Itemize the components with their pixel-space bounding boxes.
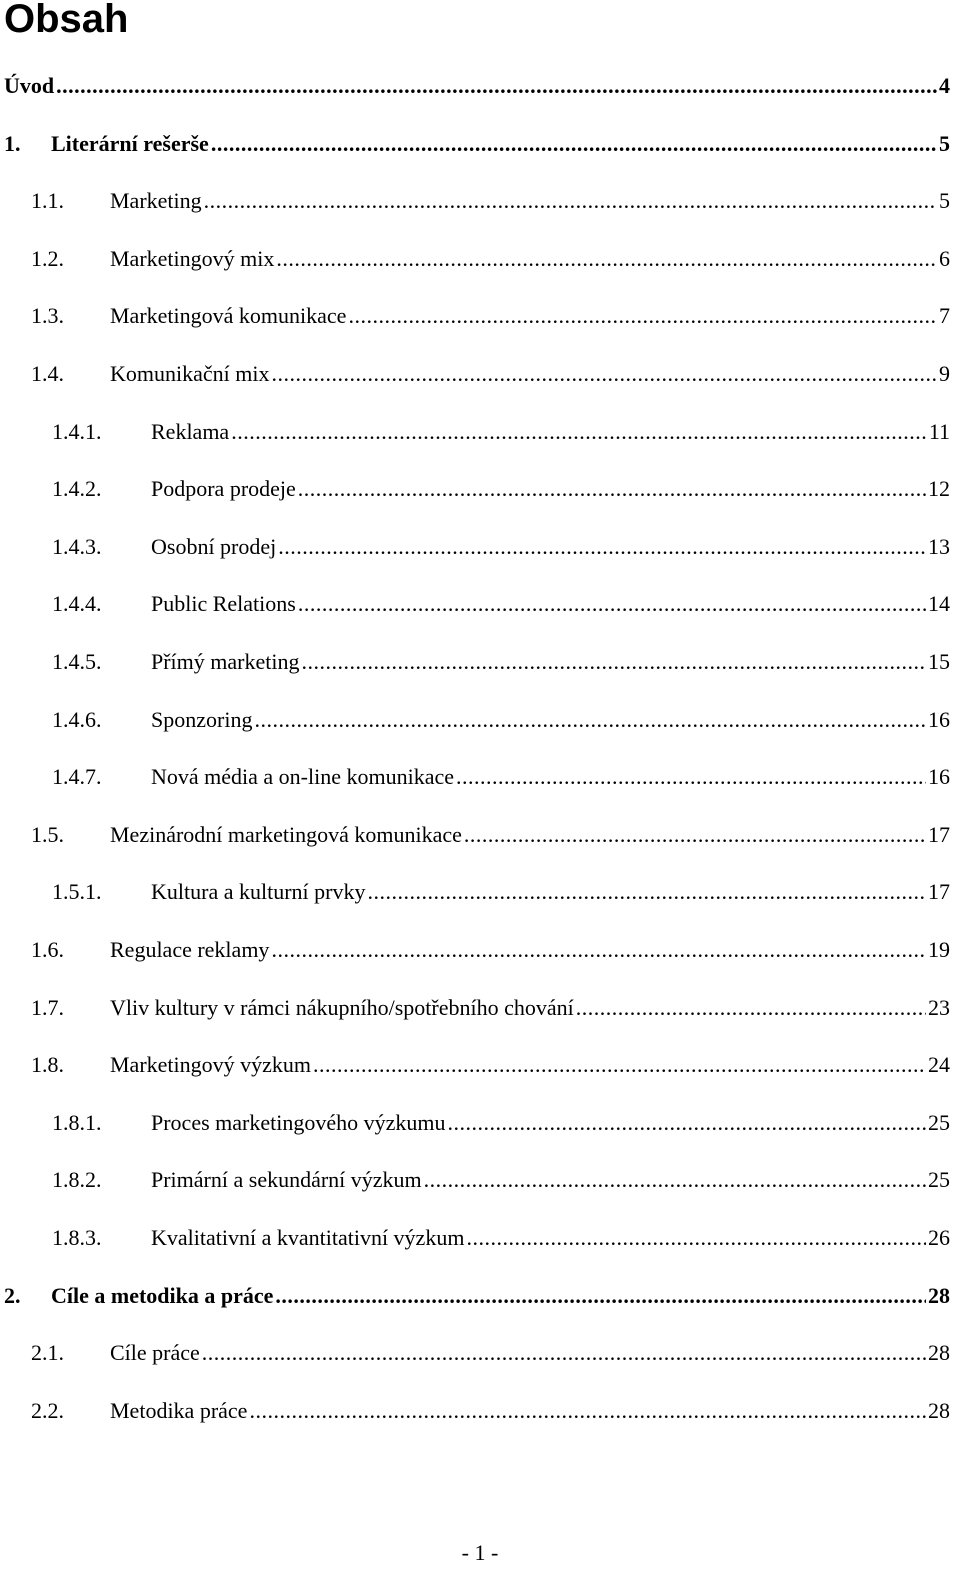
toc-entry-number: 1.2. <box>31 245 64 271</box>
toc-entry-title: Reklama <box>151 418 230 444</box>
toc-entry[interactable] <box>0 72 950 100</box>
dot-leader <box>249 1397 926 1425</box>
toc-entry-title: Vliv kultury v rámci nákupního/spotřebního chování <box>110 994 574 1020</box>
dot-leader <box>466 1224 926 1252</box>
toc-entry-title: Marketingový výzkum <box>110 1052 312 1078</box>
toc-entry-page: 26 <box>928 1225 950 1250</box>
toc-entry-number: 1.1. <box>31 188 64 214</box>
toc-entry-title: Podpora prodeje <box>151 476 296 502</box>
toc-entry-title: Nová média a on-line komunikace <box>151 764 455 790</box>
toc-entry[interactable] <box>0 533 950 561</box>
toc-entry-title: Úvod <box>4 73 55 98</box>
toc-entry-title: Komunikační mix <box>110 361 270 386</box>
toc-entry-number: 1.7. <box>31 994 64 1020</box>
toc-entry-title: Přímý marketing <box>151 649 300 674</box>
toc-entry-page: 5 <box>939 188 950 214</box>
toc-entry[interactable] <box>0 936 950 964</box>
toc-entry-number: 1.8.2. <box>52 1167 102 1193</box>
dot-leader <box>56 72 937 100</box>
toc-entry-number: 1.8. <box>31 1052 64 1078</box>
toc-entry[interactable] <box>0 418 950 446</box>
toc-entry-page: 13 <box>928 533 950 559</box>
toc-entry[interactable] <box>0 1224 950 1252</box>
toc-entry-number: 2.1. <box>31 1340 64 1366</box>
toc-entry-number: 1.4.2. <box>52 476 102 502</box>
toc-entry-number: 1.8.1. <box>52 1109 102 1135</box>
dot-leader <box>271 360 937 388</box>
toc-entry-page: 16 <box>928 764 950 790</box>
toc-entry-number: 1.4.1. <box>52 418 102 444</box>
dot-leader <box>254 706 926 734</box>
toc-entry[interactable] <box>0 130 950 158</box>
toc-entry-number: 1.4.3. <box>52 533 102 559</box>
toc-entry-page: 19 <box>928 937 950 962</box>
toc-entry-number: 1.4. <box>31 361 64 386</box>
toc-entry[interactable] <box>0 878 950 906</box>
dot-leader <box>301 648 926 676</box>
toc-entry-page: 11 <box>928 418 950 444</box>
toc-entry[interactable] <box>0 302 950 330</box>
page-number: - 1 - <box>461 1540 499 1565</box>
dot-leader <box>276 245 937 273</box>
toc-entry-number: 1.8.3. <box>52 1225 102 1250</box>
dot-leader <box>211 130 937 158</box>
dot-leader <box>348 302 937 330</box>
toc-entry[interactable] <box>0 245 950 273</box>
toc-entry-title: Proces marketingového výzkumu <box>151 1109 446 1135</box>
toc-entry-number: 1.3. <box>31 303 64 329</box>
dot-leader <box>464 821 926 849</box>
toc-entry-number: 1. <box>4 130 21 156</box>
toc-entry-page: 28 <box>928 1340 950 1366</box>
dot-leader <box>424 1166 926 1194</box>
toc-entry-page: 5 <box>939 130 950 156</box>
dot-leader <box>367 878 926 906</box>
toc-entry-title: Metodika práce <box>110 1397 248 1423</box>
toc-entry-page: 28 <box>928 1282 950 1308</box>
toc-entry-title: Primární a sekundární výzkum <box>151 1167 422 1193</box>
toc-entry-title: Public Relations <box>151 591 296 617</box>
toc-entry[interactable] <box>0 994 950 1022</box>
toc-entry-number: 1.6. <box>31 937 64 962</box>
toc-entry-title: Marketingový mix <box>110 245 275 271</box>
toc-entry-title: Cíle práce <box>110 1340 200 1366</box>
toc-entry-title: Sponzoring <box>151 706 253 732</box>
toc-entry[interactable] <box>0 821 950 849</box>
dot-leader <box>231 418 927 446</box>
toc-entry[interactable] <box>0 1051 950 1079</box>
toc-entry-number: 1.5.1. <box>52 879 102 905</box>
toc-entry-page: 24 <box>928 1052 950 1078</box>
toc-entry-title: Kultura a kulturní prvky <box>151 879 366 905</box>
toc-entry[interactable] <box>0 706 950 734</box>
toc-entry-page: 6 <box>939 245 950 271</box>
toc-entry-number: 2.2. <box>31 1397 64 1423</box>
toc-entry-number: 1.4.6. <box>52 706 102 732</box>
dot-leader <box>298 590 926 618</box>
toc-entry-title: Literární rešerše <box>51 130 209 156</box>
toc-entry-page: 15 <box>928 649 950 674</box>
dot-leader <box>448 1109 927 1137</box>
toc-entry-page: 28 <box>928 1397 950 1423</box>
toc-entry-title: Kvalitativní a kvantitativní výzkum <box>151 1225 465 1250</box>
dot-leader <box>202 1339 926 1367</box>
toc-entry-title: Mezinárodní marketingová komunikace <box>110 821 462 847</box>
toc-entry[interactable] <box>0 1282 950 1310</box>
dot-leader <box>271 936 926 964</box>
toc-entry[interactable] <box>0 648 950 676</box>
toc-entry[interactable] <box>0 1339 950 1367</box>
toc-entry[interactable] <box>0 187 950 215</box>
toc-entry-title: Cíle a metodika a práce <box>51 1282 274 1308</box>
toc-entry[interactable] <box>0 1166 950 1194</box>
toc-entry-page: 9 <box>939 361 950 386</box>
toc-entry[interactable] <box>0 763 950 791</box>
toc-entry-number: 2. <box>4 1282 21 1308</box>
toc-entry-page: 25 <box>928 1167 950 1193</box>
toc-entry-page: 23 <box>928 994 950 1020</box>
toc-entry-number: 1.4.5. <box>52 649 102 674</box>
toc-entry-number: 1.4.4. <box>52 591 102 617</box>
dot-leader <box>313 1051 926 1079</box>
toc-entry-page: 7 <box>939 303 950 329</box>
dot-leader <box>298 475 926 503</box>
dot-leader <box>204 187 937 215</box>
toc-entry-page: 14 <box>928 591 950 617</box>
page-title: Obsah <box>4 0 129 41</box>
toc-entry-title: Osobní prodej <box>151 533 277 559</box>
toc-entry-number: 1.5. <box>31 821 64 847</box>
dot-leader <box>278 533 926 561</box>
toc-entry-title: Regulace reklamy <box>110 937 270 962</box>
toc-entry[interactable] <box>0 360 950 388</box>
dot-leader <box>275 1282 926 1310</box>
toc-entry-page: 17 <box>928 821 950 847</box>
toc-entry[interactable] <box>0 1109 950 1137</box>
toc-entry-title: Marketing <box>110 188 202 214</box>
toc-entry-page: 16 <box>928 706 950 732</box>
dot-leader <box>456 763 926 791</box>
toc-entry-title: Marketingová komunikace <box>110 303 347 329</box>
toc-entry[interactable] <box>0 590 950 618</box>
toc-entry-page: 17 <box>928 879 950 905</box>
toc-entry-page: 12 <box>928 476 950 502</box>
toc-entry[interactable] <box>0 475 950 503</box>
dot-leader <box>576 994 926 1022</box>
toc-entry-page: 4 <box>939 73 950 98</box>
toc-entry-number: 1.4.7. <box>52 764 102 790</box>
toc-entry-page: 25 <box>928 1109 950 1135</box>
toc-entry[interactable] <box>0 1397 950 1425</box>
